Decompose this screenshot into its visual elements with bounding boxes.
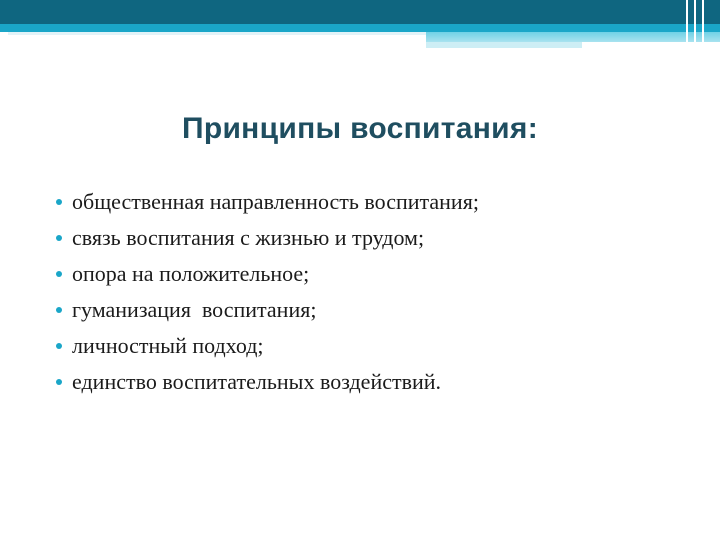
bullet-dot-icon <box>56 271 62 277</box>
bullet-item <box>56 220 479 256</box>
header-accent-line <box>0 24 720 32</box>
bullet-dot-icon <box>56 235 62 241</box>
bullet-text: связь воспитания с жизнью и трудом; <box>72 225 425 250</box>
bullet-list <box>56 184 479 400</box>
bullet-text: личностный подход; <box>72 333 264 358</box>
header-accent-bar-light <box>426 42 582 48</box>
bullet-dot-icon <box>56 379 62 385</box>
header-accent-bar <box>426 32 720 42</box>
bullet-text: гуманизация воспитания; <box>72 297 317 322</box>
header-stripes-decoration <box>680 0 720 48</box>
bullet-text: опора на положительное; <box>72 261 310 286</box>
bullet-text: единство воспитательных воздействий. <box>72 369 442 394</box>
bullet-item <box>56 328 479 364</box>
bullet-item <box>56 184 479 220</box>
bullet-item <box>56 292 479 328</box>
bullet-item <box>56 256 479 292</box>
slide-title: Принципы воспитания: <box>181 112 539 145</box>
header-band <box>0 0 720 24</box>
header-accent-line-thin <box>8 32 426 35</box>
bullet-item <box>56 364 479 400</box>
bullet-dot-icon <box>56 307 62 313</box>
bullet-text: общественная направленность воспитания; <box>72 189 479 214</box>
bullet-dot-icon <box>56 343 62 349</box>
bullet-dot-icon <box>56 199 62 205</box>
